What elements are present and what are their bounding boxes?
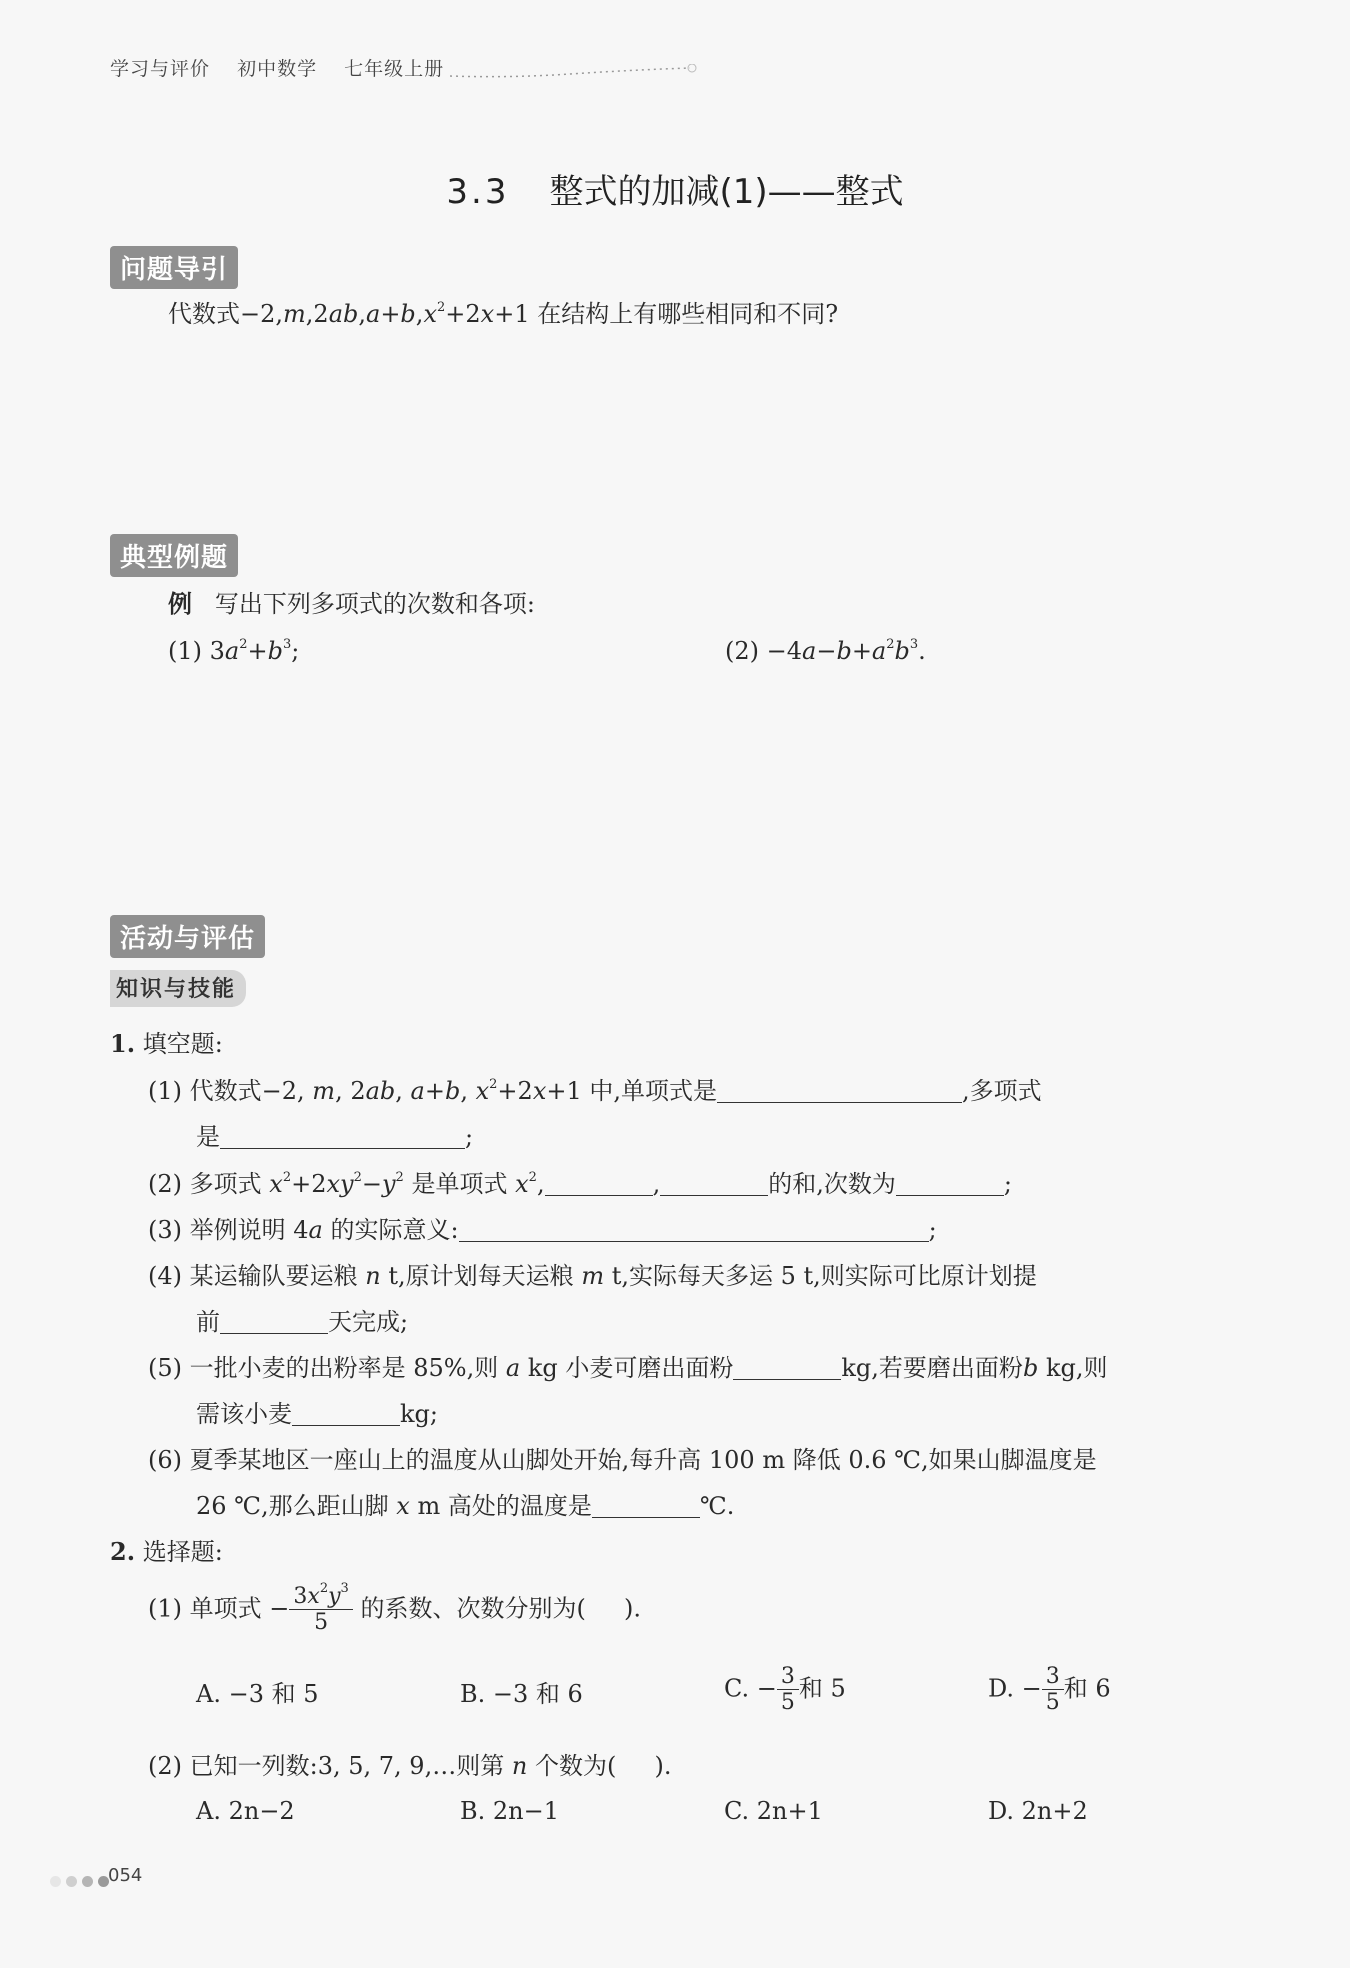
q1-p3-text-a: 举例说明 xyxy=(189,1216,286,1244)
q2-p1-label: (1) xyxy=(148,1594,182,1623)
running-header xyxy=(110,54,464,81)
q2-p2-option-b[interactable]: B. 2n−1 xyxy=(460,1797,559,1825)
q1-p4-text-b: t,原计划每天运粮 xyxy=(388,1262,574,1290)
q2-p2-option-c[interactable]: C. 2n+1 xyxy=(724,1797,823,1825)
page-number: 054 xyxy=(108,1865,143,1886)
q1-p3-text-b: 的实际意义: xyxy=(330,1216,459,1244)
q1-p6-blank[interactable] xyxy=(592,1495,700,1518)
q1-p4-text-c: t,实际每天多运 5 t,则实际可比原计划提 xyxy=(611,1262,1037,1290)
q2-p1-option-d-tail: 和 6 xyxy=(1063,1674,1111,1703)
q1-p1-text-c: ,多项式 xyxy=(962,1077,1042,1105)
q1-part-5: (5) 一批小麦的出粉率是 85%,则 a kg 小麦可磨出面粉 kg,若要磨出面粉b kg,则 xyxy=(148,1354,1108,1382)
q1-p4-blank[interactable] xyxy=(220,1311,328,1334)
q1-p2-label: (2) xyxy=(148,1170,182,1198)
q2-p2-label: (2) xyxy=(148,1752,182,1780)
q1-p1-blank-2[interactable] xyxy=(220,1126,465,1149)
q2-p1-option-b[interactable]: B. −3 和 6 xyxy=(460,1680,583,1708)
q1-p4-text-a: 某运输队要运粮 xyxy=(189,1262,358,1290)
q2-p1-option-d-label: D. xyxy=(988,1674,1015,1703)
header-book: 学习与评价 xyxy=(110,58,211,80)
q1-p5-blank-1[interactable] xyxy=(733,1357,841,1380)
q1-part-5-cont xyxy=(196,1400,438,1429)
example-item-2-label: (2) xyxy=(725,637,759,665)
q2-part-1 xyxy=(148,1581,641,1636)
q2-heading xyxy=(110,1538,223,1567)
q1-number: 1. xyxy=(110,1029,136,1058)
q2-p2-text-b: 个数为( xyxy=(534,1752,617,1780)
q2-p1-fraction: $\frac{3x^2y^3}{5}$ xyxy=(289,1584,352,1636)
q2-p2-text-c: ). xyxy=(654,1752,672,1780)
q1-p5-text-e: 需该小麦 xyxy=(196,1400,292,1428)
q1-p5-text-c: kg,若要磨出面粉 xyxy=(841,1354,1023,1382)
q1-p5-text-d: kg,则 xyxy=(1045,1354,1108,1382)
example-item-1-label: (1) xyxy=(168,637,202,665)
q1-part-6-cont: 26 ℃,那么距山脚 x m 高处的温度是 ℃. xyxy=(196,1492,735,1520)
q1-p2-blank-1[interactable] xyxy=(545,1173,653,1196)
q1-p3-blank[interactable] xyxy=(459,1219,929,1242)
q2-p1-text-c: ). xyxy=(623,1594,641,1623)
header-dotted-line xyxy=(450,64,720,84)
q1-p1-text-a: 代数式−2, xyxy=(189,1077,305,1105)
example-line xyxy=(168,590,535,619)
q2-p2-option-d[interactable]: D. 2n+2 xyxy=(988,1797,1088,1825)
q2-p2-option-a[interactable]: A. 2n−2 xyxy=(196,1797,295,1825)
badge-activity: 活动与评估 xyxy=(110,915,265,958)
q1-p2-blank-2[interactable] xyxy=(660,1173,768,1196)
q1-part-2: (2) 多项式 $x^2+2xy^2-y^2$ 是单项式 $x^2$, , 的和,次数为 ; xyxy=(148,1170,1012,1198)
q1-part-1-cont: 是 ; xyxy=(196,1123,474,1151)
q1-p5-text-b: kg 小麦可磨出面粉 xyxy=(527,1354,734,1382)
q1-p1-text-b: 中,单项式是 xyxy=(589,1077,718,1105)
q2-title: 选择题: xyxy=(142,1538,223,1566)
q2-p1-text-b: 的系数、次数分别为( xyxy=(360,1594,586,1623)
q2-p2-text-a: 已知一列数:3, 5, 7, 9,…则第 xyxy=(189,1752,505,1780)
intro-text-a: 代数式−2, xyxy=(168,300,284,328)
q1-part-1: (1) 代数式−2, m, 2ab, a+b, $x^2+2x+1$ 中,单项式是 ,多项式 xyxy=(148,1077,1042,1105)
header-grade: 七年级上册 xyxy=(344,58,445,80)
badge-knowledge: 知识与技能 xyxy=(110,970,246,1007)
q1-p2-text-c: 的和,次数为 xyxy=(768,1170,896,1198)
q1-part-3: (3) 举例说明 4a 的实际意义: ; xyxy=(148,1216,937,1244)
q1-p1-label: (1) xyxy=(148,1077,182,1105)
intro-text-b: 在结构上有哪些相同和不同? xyxy=(537,300,839,328)
q1-part-6 xyxy=(148,1446,1097,1475)
q1-p3-label: (3) xyxy=(148,1216,182,1244)
q1-p4-text-d: 前 xyxy=(196,1308,220,1336)
q2-p1-text-a: 单项式 − xyxy=(189,1594,290,1623)
example-label: 例 xyxy=(168,589,192,618)
q2-p1-option-c-label: C. xyxy=(724,1674,750,1703)
intro-question: 代数式$-2,m,2ab,a+b,x^2+2x+1$ 在结构上有哪些相同和不同? xyxy=(168,300,839,328)
q1-p4-label: (4) xyxy=(148,1262,182,1290)
q1-p2-text-a: 多项式 xyxy=(189,1170,262,1198)
q2-p1-option-c-fraction: $\frac{3}{5}$ xyxy=(777,1664,799,1716)
q1-p5-label: (5) xyxy=(148,1354,182,1382)
q1-p5-text-a: 一批小麦的出粉率是 85%,则 xyxy=(189,1354,499,1382)
q1-p4-text-e: 天完成; xyxy=(328,1308,409,1336)
q1-p6-text-c: m 高处的温度是 xyxy=(417,1492,592,1520)
q1-p1-blank-1[interactable] xyxy=(717,1080,962,1103)
q1-p5-blank-2[interactable] xyxy=(292,1403,400,1426)
q1-p6-text-a: 夏季某地区一座山上的温度从山脚处开始,每升高 100 m 降低 0.6 ℃,如果山脚温度是 xyxy=(189,1446,1097,1474)
section-number: 3.3 xyxy=(446,172,510,212)
q2-p1-option-c[interactable]: C. − $\frac{3}{5}$ 和 5 xyxy=(724,1664,846,1716)
q1-p6-text-b: 26 ℃,那么距山脚 xyxy=(196,1492,389,1520)
q1-p1-text-d: 是 xyxy=(196,1123,220,1151)
section-title: 整式的加减(1)——整式 xyxy=(549,172,904,212)
q2-p1-option-c-tail: 和 5 xyxy=(798,1674,846,1703)
example-item-2: $(2) -4a-b+a^2b^3$. xyxy=(725,637,926,665)
q2-p1-option-d-fraction: $\frac{3}{5}$ xyxy=(1042,1664,1064,1716)
q2-p1-option-a[interactable]: A. −3 和 5 xyxy=(196,1680,319,1708)
q1-heading xyxy=(110,1030,223,1059)
q1-part-4: (4) 某运输队要运粮 n t,原计划每天运粮 m t,实际每天多运 5 t,则实际可比原计划提 xyxy=(148,1262,1037,1290)
q1-part-4-cont xyxy=(196,1308,408,1337)
badge-examples: 典型例题 xyxy=(110,534,238,577)
footer-dots xyxy=(50,1872,109,1891)
badge-intro: 问题导引 xyxy=(110,246,238,289)
q1-p5-text-f: kg; xyxy=(400,1400,438,1428)
example-item-1: (1) $3a^2+b^3$; xyxy=(168,637,300,665)
q2-part-2: (2) 已知一列数:3, 5, 7, 9,…则第 n 个数为( ). xyxy=(148,1752,672,1780)
q2-p1-option-d[interactable]: D. − $\frac{3}{5}$ 和 6 xyxy=(988,1664,1111,1716)
q1-p2-blank-3[interactable] xyxy=(896,1173,1004,1196)
header-subject: 初中数学 xyxy=(237,58,318,80)
q1-title: 填空题: xyxy=(142,1030,223,1058)
q2-number: 2. xyxy=(110,1537,136,1566)
q1-p2-text-b: 是单项式 xyxy=(411,1170,508,1198)
q1-p6-label: (6) xyxy=(148,1446,182,1474)
example-text: 写出下列多项式的次数和各项: xyxy=(214,590,535,618)
page-title xyxy=(0,164,1350,213)
q1-p6-text-d: ℃. xyxy=(699,1492,735,1520)
